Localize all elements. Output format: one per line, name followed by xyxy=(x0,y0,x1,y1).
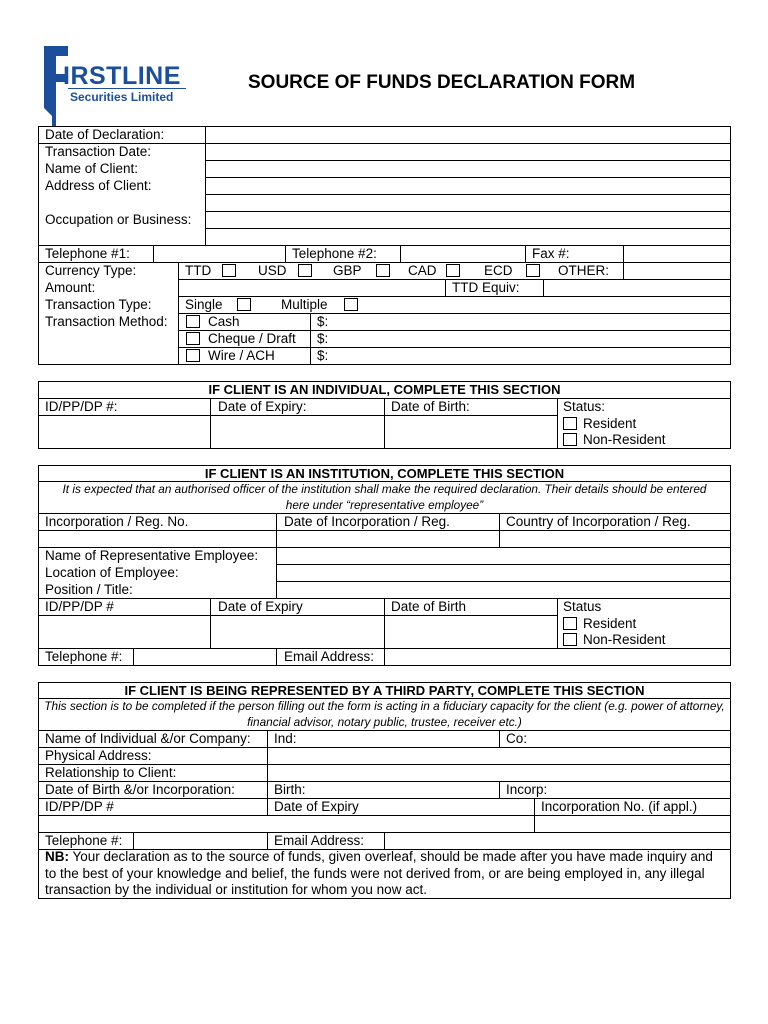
name-of-client-label: Name of Client: xyxy=(45,161,139,176)
telephone1-label: Telephone #1: xyxy=(45,246,130,261)
col-line xyxy=(276,648,277,666)
incorporation-country-field[interactable] xyxy=(500,531,730,547)
col-line xyxy=(499,730,500,747)
date-of-declaration-field[interactable] xyxy=(206,127,730,143)
individual-non-resident-label: Non-Resident xyxy=(583,432,666,447)
individual-id-label: ID/PP/DP #: xyxy=(45,399,118,414)
tp-co-field[interactable] xyxy=(530,731,730,747)
col-line xyxy=(178,262,179,365)
institution-expiry-field[interactable] xyxy=(211,616,383,647)
amount-field[interactable] xyxy=(179,280,444,296)
incorporation-date-field[interactable] xyxy=(277,531,498,547)
institution-email-field[interactable] xyxy=(385,649,730,665)
method-cash-amount-field[interactable] xyxy=(335,314,730,330)
occupation-field[interactable] xyxy=(206,212,730,245)
institution-expiry-label: Date of Expiry xyxy=(218,599,303,614)
tp-id-expiry-field[interactable] xyxy=(39,816,533,832)
currency-ecd-checkbox[interactable] xyxy=(526,264,540,277)
nb-label: NB: xyxy=(45,849,69,864)
institution-resident-label: Resident xyxy=(583,616,637,631)
col-line xyxy=(557,598,558,648)
individual-non-resident-checkbox[interactable] xyxy=(563,433,577,446)
individual-expiry-label: Date of Expiry: xyxy=(218,399,307,414)
tp-incorp-field[interactable] xyxy=(552,782,730,798)
third-party-section-header: IF CLIENT IS BEING REPRESENTED BY A THIRD PARTY, COMPLETE THIS SECTION xyxy=(124,683,645,698)
col-line xyxy=(267,832,268,849)
address-of-client-field[interactable] xyxy=(206,178,730,211)
col-line xyxy=(525,245,526,262)
nb-text: Your declaration as to the source of funds, given overleaf, should be made after you have made inquiry and to the best of your knowledge and belief, the funds were not derived from, or are being employed in, any illegal transaction by the individual or institution for whom you now act. xyxy=(45,849,713,897)
tp-incorp-no-field[interactable] xyxy=(535,816,730,832)
page-title: SOURCE OF FUNDS DECLARATION FORM xyxy=(248,72,636,93)
telephone2-label: Telephone #2: xyxy=(292,246,377,261)
col-line xyxy=(285,245,286,262)
incorporation-no-field[interactable] xyxy=(39,531,275,547)
telephone1-field[interactable] xyxy=(154,246,284,262)
logo-divider xyxy=(68,88,186,89)
address-of-client-label: Address of Client: xyxy=(45,178,152,193)
currency-ttd-label: TTD xyxy=(185,263,212,278)
rep-location-label: Location of Employee: xyxy=(45,565,179,580)
currency-usd-checkbox[interactable] xyxy=(298,264,312,277)
institution-non-resident-checkbox[interactable] xyxy=(563,633,577,646)
col-line xyxy=(310,313,311,365)
rep-position-field[interactable] xyxy=(277,582,730,598)
tp-ind-label: Ind: xyxy=(274,731,297,746)
individual-expiry-field[interactable] xyxy=(211,416,383,448)
institution-telephone-field[interactable] xyxy=(134,649,275,665)
institution-birth-field[interactable] xyxy=(385,616,556,647)
tp-telephone-field[interactable] xyxy=(134,833,266,849)
method-cheque-checkbox[interactable] xyxy=(186,332,200,345)
single-checkbox[interactable] xyxy=(237,298,251,311)
amount-label: Amount: xyxy=(45,280,96,295)
col-line xyxy=(499,781,500,798)
col-line xyxy=(267,730,268,798)
rep-name-label: Name of Representative Employee: xyxy=(45,548,259,563)
col-line xyxy=(557,398,558,449)
method-cheque-label: Cheque / Draft xyxy=(208,331,296,346)
telephone2-field[interactable] xyxy=(401,246,524,262)
institution-status-label: Status xyxy=(563,599,602,614)
method-cash-label: Cash xyxy=(208,314,240,329)
rep-position-label: Position / Title: xyxy=(45,582,133,597)
institution-id-field[interactable] xyxy=(39,616,209,647)
institution-non-resident-label: Non-Resident xyxy=(583,632,666,647)
method-cheque-dollar-label: $: xyxy=(317,331,329,346)
tp-email-label: Email Address: xyxy=(274,833,365,848)
tp-telephone-label: Telephone #: xyxy=(45,833,123,848)
tp-dob-label: Date of Birth &/or Incorporation: xyxy=(45,782,235,797)
currency-other-field[interactable] xyxy=(624,263,730,279)
rep-name-field[interactable] xyxy=(277,548,730,564)
fax-label: Fax #: xyxy=(532,246,570,261)
method-wire-dollar-label: $: xyxy=(317,348,329,363)
transaction-date-field[interactable] xyxy=(206,144,730,160)
method-wire-checkbox[interactable] xyxy=(186,349,200,362)
method-wire-amount-field[interactable] xyxy=(335,348,730,364)
tp-birth-label: Birth: xyxy=(274,782,306,797)
tp-incorp-label: Incorp: xyxy=(506,782,548,797)
tp-birth-field[interactable] xyxy=(315,782,498,798)
tp-address-field[interactable] xyxy=(268,748,730,764)
currency-usd-label: USD xyxy=(258,263,287,278)
institution-id-label: ID/PP/DP # xyxy=(45,599,114,614)
nb-note xyxy=(45,849,725,899)
individual-resident-label: Resident xyxy=(583,416,637,431)
transaction-method-label: Transaction Method: xyxy=(45,314,168,329)
multiple-label: Multiple xyxy=(281,297,328,312)
method-wire-label: Wire / ACH xyxy=(208,348,275,363)
tp-ind-field[interactable] xyxy=(302,731,498,747)
individual-section-header: IF CLIENT IS AN INDIVIDUAL, COMPLETE THIS SECTION xyxy=(208,382,561,397)
tp-id-label: ID/PP/DP # xyxy=(45,799,114,814)
incorporation-country-label: Country of Incorporation / Reg. xyxy=(506,514,691,529)
tp-relationship-label: Relationship to Client: xyxy=(45,765,177,780)
currency-gbp-label: GBP xyxy=(333,263,362,278)
occupation-label: Occupation or Business: xyxy=(45,212,192,227)
fax-field[interactable] xyxy=(624,246,730,262)
name-of-client-field[interactable] xyxy=(206,161,730,177)
multiple-checkbox[interactable] xyxy=(344,298,358,311)
rep-location-field[interactable] xyxy=(277,565,730,581)
third-party-note: This section is to be completed if the person filling out the form is acting in a fiduciary capacity for the client (e.g. power of attorney, financial advisor, notary public, trustee, receiver etc.) xyxy=(44,699,725,729)
single-label: Single xyxy=(185,297,223,312)
col-line xyxy=(267,798,268,815)
individual-birth-field[interactable] xyxy=(385,416,556,448)
currency-ecd-label: ECD xyxy=(484,263,513,278)
row-line xyxy=(178,296,731,297)
logo-subtitle: Securities Limited xyxy=(70,90,174,104)
tp-expiry-label: Date of Expiry xyxy=(274,799,359,814)
institution-resident-checkbox[interactable] xyxy=(563,617,577,630)
institution-email-label: Email Address: xyxy=(284,649,375,664)
ttd-equiv-field[interactable] xyxy=(544,280,730,296)
currency-other-label: OTHER: xyxy=(558,263,610,278)
tp-name-label: Name of Individual &/or Company: xyxy=(45,731,251,746)
individual-resident-checkbox[interactable] xyxy=(563,417,577,430)
logo-brand-text: IRSTLINE xyxy=(63,62,181,90)
tp-address-label: Physical Address: xyxy=(45,748,152,763)
individual-id-field[interactable] xyxy=(39,416,209,448)
currency-type-label: Currency Type: xyxy=(45,263,137,278)
ttd-equiv-label: TTD Equiv: xyxy=(452,280,520,295)
tp-relationship-field[interactable] xyxy=(268,765,730,781)
currency-cad-label: CAD xyxy=(408,263,437,278)
transaction-type-label: Transaction Type: xyxy=(45,297,152,312)
individual-status-label: Status: xyxy=(563,399,606,414)
currency-cad-checkbox[interactable] xyxy=(446,264,460,277)
tp-email-field[interactable] xyxy=(385,833,730,849)
institution-birth-label: Date of Birth xyxy=(391,599,467,614)
date-of-declaration-label: Date of Declaration: xyxy=(45,127,165,142)
method-cash-dollar-label: $: xyxy=(317,314,329,329)
tp-co-label: Co: xyxy=(506,731,528,746)
currency-ttd-checkbox[interactable] xyxy=(222,264,236,277)
institution-section-header: IF CLIENT IS AN INSTITUTION, COMPLETE THIS SECTION xyxy=(204,466,565,481)
incorporation-date-label: Date of Incorporation / Reg. xyxy=(284,514,450,529)
individual-birth-label: Date of Birth: xyxy=(391,399,470,414)
method-cash-checkbox[interactable] xyxy=(186,315,200,328)
currency-gbp-checkbox[interactable] xyxy=(376,264,390,277)
institution-note: It is expected that an authorised officer of the institution shall make the required declaration. Their details should be entered here under “representative employee” xyxy=(62,482,707,512)
transaction-date-label: Transaction Date: xyxy=(45,144,152,159)
col-line xyxy=(445,279,446,296)
tp-incorp-no-label: Incorporation No. (if appl.) xyxy=(541,799,698,814)
incorporation-no-label: Incorporation / Reg. No. xyxy=(45,514,189,529)
institution-telephone-label: Telephone #: xyxy=(45,649,123,664)
method-cheque-amount-field[interactable] xyxy=(335,331,730,347)
